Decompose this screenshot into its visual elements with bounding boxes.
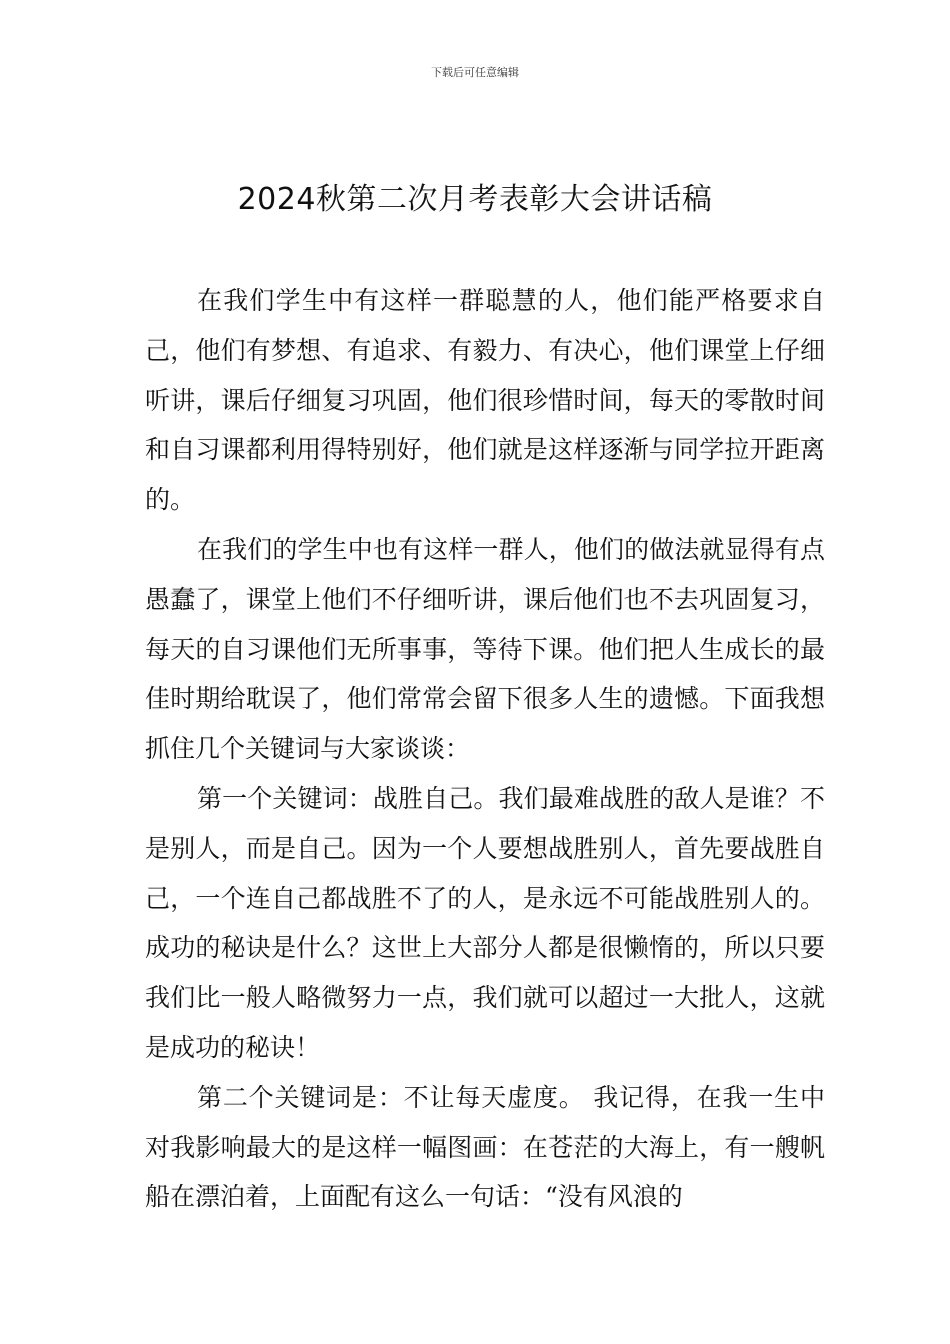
document-body xyxy=(145,276,825,1222)
paragraph: 第一个关键词：战胜自己。我们最难战胜的敌人是谁？不是别人，而是自己。因为一个人要想战胜别人，首先要战胜自己，一个连自己都战胜不了的人，是永远不可能战胜别人的。成功的秘诀是什么？这世上大部分人都是很懒惰的，所以只要我们比一般人略微努力一点，我们就可以超过一大批人，这就是成功的秘诀！ xyxy=(145,783,825,1062)
paragraph: 在我们的学生中也有这样一群人，他们的做法就显得有点愚蠢了，课堂上他们不仔细听讲，课后他们也不去巩固复习，每天的自习课他们无所事事，等待下课。他们把人生成长的最佳时期给耽误了，他们常常会留下很多人生的遗憾。下面我想抓住几个关键词与大家谈谈： xyxy=(145,534,825,764)
paragraph: 在我们学生中有这样一群聪慧的人，他们能严格要求自己，他们有梦想、有追求、有毅力、有决心，他们课堂上仔细听讲，课后仔细复习巩固，他们很珍惜时间，每天的零散时间和自习课都利用得特别好，他们就是这样逐渐与同学拉开距离的。 xyxy=(145,286,825,515)
document-title: 2024秋第二次月考表彰大会讲话稿 xyxy=(237,182,713,217)
header-note: 下载后可任意编辑 xyxy=(431,66,519,79)
paragraph: 第二个关键词是：不让每天虚度。 我记得，在我一生中对我影响最大的是这样一幅图画：在苍茫的大海上，有一艘帆船在漂泊着，上面配有这么一句话：“没有风浪的 xyxy=(145,1082,825,1212)
